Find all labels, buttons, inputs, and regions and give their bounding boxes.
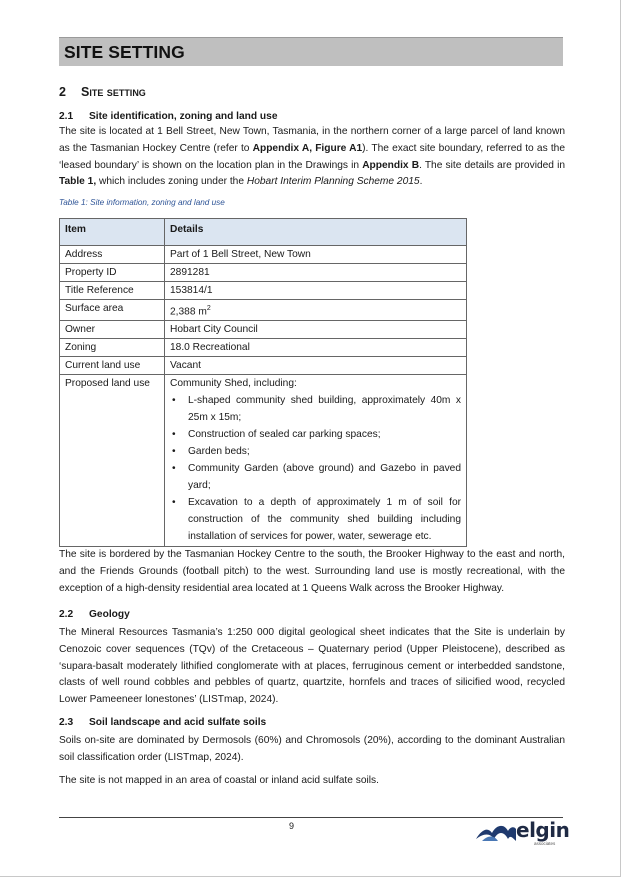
site-identification-paragraph	[59, 124, 565, 191]
list-item: • Excavation to a depth of approximately 1 m of soil for construction of the community shed building including installation of services for power, water, sewerage etc.	[188, 494, 461, 545]
appendix-b-ref: Appendix B	[362, 159, 420, 171]
table-row	[60, 357, 467, 375]
section-title: Site setting	[81, 85, 146, 99]
text-run: The site is located at 1 Bell Street, New Town, Tasmania, in the northern corner of a large parcel of land known as the Tasmanian Hockey Centre (refer to	[59, 126, 565, 154]
section-number: 2	[59, 85, 66, 99]
subsection-title: Site identification, zoning and land use	[89, 111, 278, 122]
row-item: Address	[60, 246, 165, 264]
site-info-table	[59, 218, 467, 547]
row-detail: Hobart City Council	[165, 321, 467, 339]
superscript: 2	[206, 305, 211, 312]
table-header-row	[60, 219, 467, 246]
subsection-heading-2-3	[59, 717, 266, 728]
header-details: Details	[165, 219, 467, 246]
subsection-number: 2.2	[59, 609, 74, 620]
planning-scheme-name: Hobart Interim Planning Scheme 2015	[246, 176, 420, 188]
row-item: Surface area	[60, 300, 165, 321]
surroundings-paragraph: The site is bordered by the Tasmanian Hockey Centre to the south, the Brooker Highway to the east and north, and the Friends Grounds (football pitch) to the west. Surrounding land use is mostly recreational, with the exception of a high-density residential area located at 1 Queens Walk across the Brooker Highway.	[59, 549, 565, 594]
text-run: ). The exact site boundary, referred to as the ‘leased boundary’ is shown on the location plan in the Drawings in	[59, 142, 565, 171]
row-item: Proposed land use	[60, 375, 165, 547]
text-run: which includes zoning under the	[96, 176, 247, 188]
section-banner	[59, 37, 563, 66]
soil-paragraph: Soils on-site are dominated by Dermosols (60%) and Chromosols (20%), according to the dominant Australian soil classification order (LISTmap, 2024).	[59, 735, 565, 763]
geology-paragraph: The Mineral Resources Tasmania’s 1:250 000 digital geological sheet indicates that the Site is underlain by Cenozoic cover sequences (TQv) of the Cretaceous – Quaternary period (Upper Pleistocene), described as ‘supara-basalt moderately lithified conglomerate with at places, ferruginous cement or interbedded sandstone, clasts of well round cobbles and pebbles of quartz, quartzite, hornfels and traces of silicified wood, recycled Lower Pameeneer lonestones’ (LISTmap, 2024).	[59, 627, 565, 706]
row-detail: Vacant	[165, 357, 467, 375]
surface-area-value: 2,388 m	[170, 306, 207, 318]
row-detail: Part of 1 Bell Street, New Town	[165, 246, 467, 264]
row-item: Title Reference	[60, 282, 165, 300]
list-item: • Garden beds;	[188, 443, 461, 460]
subsection-heading-2-2	[59, 609, 130, 620]
subsection-title: Geology	[89, 609, 130, 620]
section-heading	[59, 85, 146, 99]
proposed-intro: Community Shed, including:	[170, 378, 297, 390]
table-row	[60, 321, 467, 339]
row-item: Owner	[60, 321, 165, 339]
table-row	[60, 339, 467, 357]
row-item: Property ID	[60, 264, 165, 282]
table-row-proposed	[60, 375, 467, 547]
list-item: • Construction of sealed car parking spaces;	[188, 426, 461, 443]
table-1-ref: Table 1,	[59, 176, 97, 188]
banner-title: SITE SETTING	[64, 42, 185, 62]
table-row	[60, 282, 467, 300]
table-caption: Table 1: Site information, zoning and land use	[59, 198, 225, 207]
proposed-bullet-list	[170, 392, 461, 545]
row-detail: 18.0 Recreational	[165, 339, 467, 357]
table-row	[60, 300, 467, 321]
row-detail	[165, 300, 467, 321]
logo-wordmark: elgin	[516, 818, 570, 842]
subsection-title: Soil landscape and acid sulfate soils	[89, 717, 267, 728]
list-item: • Community Garden (above ground) and Gazebo in paved yard;	[188, 460, 461, 494]
page-number: 9	[289, 821, 295, 831]
text-run: . The site details are provided in	[419, 159, 565, 171]
subsection-number: 2.1	[59, 111, 74, 122]
acid-sulfate-paragraph: The site is not mapped in an area of coastal or inland acid sulfate soils.	[59, 775, 379, 786]
row-detail: 153814/1	[165, 282, 467, 300]
text-run: .	[419, 176, 423, 188]
header-item: Item	[60, 219, 165, 246]
logo-subtitle: associates	[534, 841, 556, 846]
appendix-a-ref: Appendix A, Figure A1	[252, 142, 363, 154]
row-detail: 2891281	[165, 264, 467, 282]
table-row	[60, 264, 467, 282]
subsection-heading-2-1	[59, 111, 277, 122]
list-item: • L-shaped community shed building, approximately 40m x 25m x 15m;	[188, 392, 461, 426]
row-detail	[165, 375, 467, 547]
table-row	[60, 246, 467, 264]
row-item: Current land use	[60, 357, 165, 375]
subsection-number: 2.3	[59, 717, 74, 728]
row-item: Zoning	[60, 339, 165, 357]
